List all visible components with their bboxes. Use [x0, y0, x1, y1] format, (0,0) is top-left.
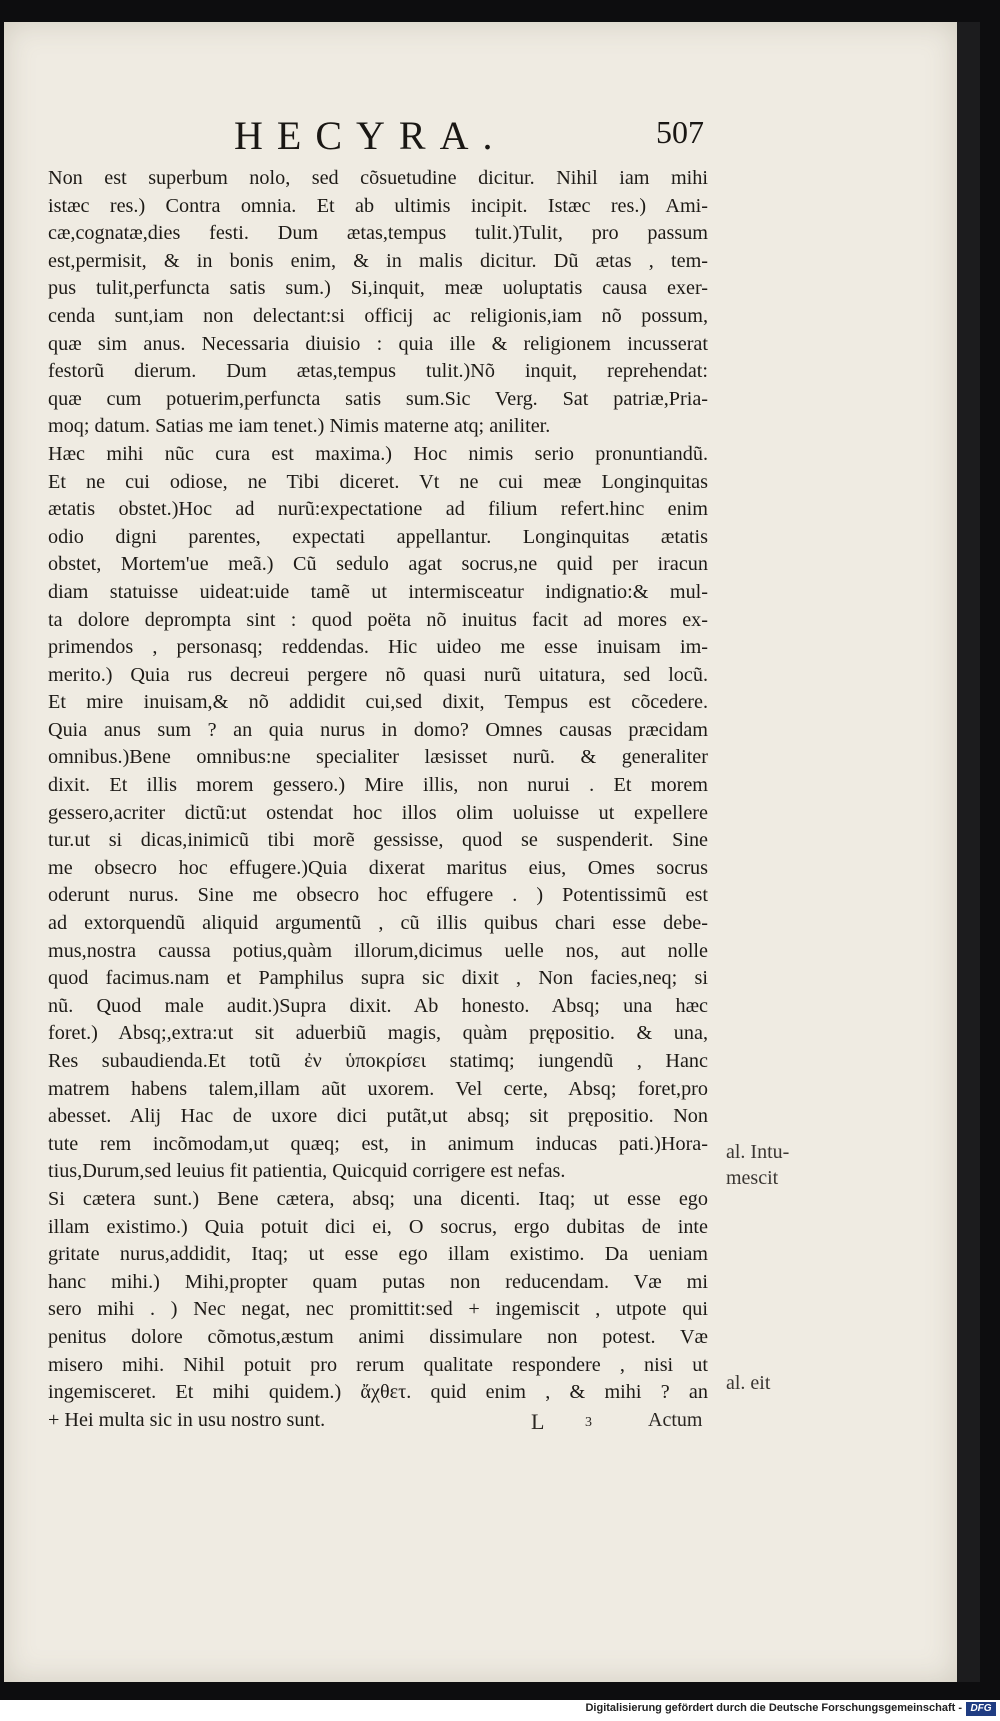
text-line: omnibus.)Bene omnibus:ne specialiter læsisset nurũ. & generaliter	[48, 746, 708, 769]
text-line: hanc mihi.) Mihi,propter quam putas non reducendam. Væ mi	[48, 1270, 708, 1293]
funding-credit: Digitalisierung gefördert durch die Deutsche Forschungsgemeinschaft -	[585, 1702, 962, 1714]
text-line: Non est superbum nolo, sed cõsuetudine dicitur. Nihil iam mihi	[48, 167, 708, 189]
catchword: Actum	[648, 1409, 703, 1431]
text-line: istæc res.) Contra omnia. Et ab ultimis incipit. Istæc res.) Ami-	[48, 194, 708, 217]
text-line: mus,nostra caussa potius,quàm illorum,dicimus uelle nos, aut nolle	[48, 939, 708, 962]
text-line: matrem habens talem,illam aũt uxorem. Vel certe, Absq; foret,pro	[48, 1077, 708, 1100]
text-line: merito.) Quia rus decreui pergere nõ quasi nurũ uitatura, sed locũ.	[48, 663, 708, 686]
text-line: gritate nurus,addidit, Itaq; ut esse ego illam existimo. Da ueniam	[48, 1243, 708, 1266]
text-line: Si cætera sunt.) Bene cætera, absq; una dicenti. Itaq; ut esse ego	[48, 1187, 708, 1210]
page-header	[4, 108, 957, 168]
text-line: ad extorquendũ aliquid argumentũ , cũ illis quibus chari esse debe-	[48, 912, 708, 935]
text-line: penitus dolore cõmotus,æstum animi dissimulare non potest. Væ	[48, 1325, 708, 1348]
text-line: Quia anus sum ? an quia nurus in domo? Omnes causas præcidam	[48, 718, 708, 741]
text-line: nũ. Quod male audit.)Supra dixit. Ab honesto. Absq; una hæc	[48, 994, 708, 1017]
text-line: est,permisit, & in bonis enim, & in malis dicitur. Dũ ætas , tem-	[48, 249, 708, 272]
text-line: obstet, Mortem'ue meã.) Cũ sedulo agat socrus,ne quid per iracun	[48, 553, 708, 576]
text-line: dixit. Et illis morem gessero.) Mire illis, non nurui . Et morem	[48, 774, 708, 797]
marginal-note: al. eit	[726, 1372, 771, 1394]
text-line: ingemisceret. Et mihi quidem.) ἄχθετ. quid enim , & mihi ? an	[48, 1381, 708, 1404]
text-line: pus tulit,perfuncta satis sum.) Si,inquit, meæ uoluptatis causa exer-	[48, 277, 708, 300]
running-title: HECYRA.	[234, 113, 507, 158]
text-line: quæ cum potuerim,perfuncta satis sum.Sic Verg. Sat patriæ,Pria-	[48, 387, 708, 410]
marginal-note: mescit	[726, 1167, 779, 1189]
text-line: illam existimo.) Quia potuit dici ei, O socrus, ergo dubitas de inte	[48, 1215, 708, 1238]
page-number: 507	[656, 114, 704, 150]
footer-bar	[0, 1700, 1000, 1721]
text-line: Et mire inuisam,& nõ addidit cui,sed dixit, Tempus est cõcedere.	[48, 691, 708, 714]
dfg-logo: DFG	[966, 1702, 996, 1716]
text-line: me obsecro hoc effugere.)Quia dixerat maritus eius, Omes socrus	[48, 856, 708, 879]
text-line: primendos , personasq; reddendas. Hic uideo me esse inuisam im-	[48, 636, 708, 659]
text-line: festorũ dierum. Dum ætas,tempus tulit.)Nõ inquit, reprehendat:	[48, 360, 708, 383]
book-page	[4, 22, 957, 1682]
text-line: cæ,cognatæ,dies festi. Dum ætas,tempus tulit.)Tulit, pro passum	[48, 222, 708, 245]
text-line: tute rem incõmodam,ut quæq; est, in animum inducas pati.)Hora-	[48, 1132, 708, 1155]
text-line: odio digni parentes, expectati appellantur. Longinquitas ætatis	[48, 525, 708, 548]
text-line: quod facimus.nam et Pamphilus supra sic dixit , Non facies,neq; si	[48, 967, 708, 990]
text-line: tur.ut si dicas,inimicũ tibi morẽ gessisse, quod se suspenderit. Sine	[48, 829, 708, 852]
signature-mark: L	[531, 1409, 545, 1434]
text-line: moq; datum. Satias me iam tenet.) Nimis materne atq; aniliter.	[48, 415, 551, 438]
marginal-note: al. Intu-	[726, 1141, 790, 1163]
text-line: misero mihi. Nihil potuit pro rerum qualitate respondere , nisi ut	[48, 1353, 708, 1376]
text-line: ta dolore deprompta sint : quod poëta nõ inuitus facit ad mores ex-	[48, 608, 708, 631]
text-line: Et ne cui odiose, ne Tibi diceret. Vt ne cui meæ Longinquitas	[48, 470, 708, 493]
text-line: + Hei multa sic in usu nostro sunt.	[48, 1408, 326, 1431]
text-line: ætatis obstet.)Hoc ad nurũ:expectatione ad filium refert.hinc enim	[48, 498, 708, 521]
text-line: gessero,acriter dictũ:ut ostendat hoc illos olim uoluisse ut expellere	[48, 801, 708, 824]
signature-number: 3	[585, 1415, 592, 1430]
text-line: sero mihi . ) Nec negat, nec promittit:sed + ingemiscit , utpote qui	[48, 1298, 708, 1321]
text-line: diam statuisse uideat:uide tamẽ ut intermisceatur indignatio:& mul-	[48, 580, 708, 603]
commentary-text	[48, 165, 708, 1434]
text-line: quæ sim anus. Necessaria diuisio : quia ille & religionem incusserat	[48, 332, 708, 355]
page-edge-strip	[957, 22, 980, 1682]
text-line: Hæc mihi nũc cura est maxima.) Hoc nimis serio pronuntiandũ.	[48, 442, 708, 465]
text-line: oderunt nurus. Sine me obsecro hoc effugere . ) Potentissimũ est	[48, 884, 708, 907]
text-line: abesset. Alij Hac de uxore dici putãt,ut absq; sit prępositio. Non	[48, 1105, 708, 1128]
text-line: cenda sunt,iam non delectant:si officij ac religionis,iam nõ possum,	[48, 304, 708, 327]
text-line: foret.) Absq;,extra:ut sit aduerbiũ magis, quàm prępositio. & una,	[48, 1022, 708, 1045]
text-line: tius,Durum,sed leuius fit patientia, Quicquid corrigere est nefas.	[48, 1160, 566, 1183]
text-line: Res subaudienda.Et totũ ἐν ὑποκρίσει statimq; iungendũ , Hanc	[48, 1050, 708, 1072]
